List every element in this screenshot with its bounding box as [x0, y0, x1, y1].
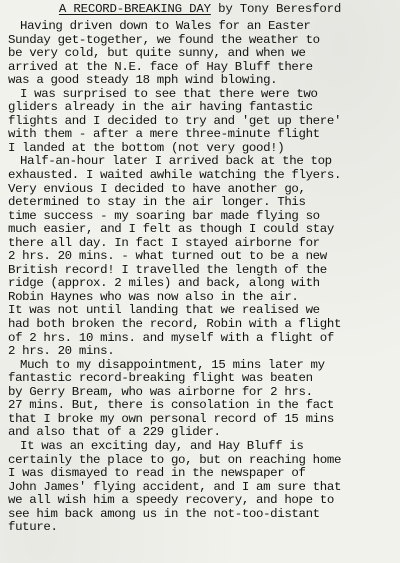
- article-line: John James' flying accident, and I am sure that: [8, 479, 342, 494]
- article-line: that I broke my own personal record of 15 mins: [8, 411, 334, 426]
- article-line: future.: [8, 520, 58, 535]
- article-line: 27 mins. But, there is consolation in the fact: [8, 398, 334, 413]
- article-line: I was dismayed to read in the newspaper of: [8, 466, 306, 481]
- article-line: and also that of a 229 glider.: [8, 425, 221, 440]
- article-line: 2 hrs. 20 mins. - what turned out to be a new: [8, 249, 327, 264]
- article-line: Robin Haynes who was now also in the air.: [8, 289, 299, 304]
- article-line: with them - after a mere three-minute flight: [8, 127, 320, 142]
- article-line: was a good steady 18 mph wind blowing.: [8, 73, 278, 88]
- article-byline: by Tony Beresford: [218, 2, 342, 16]
- article-line: time success - my soaring bar made flying so: [8, 208, 320, 223]
- article-line: by Gerry Bream, who was airborne for 2 hrs.: [8, 384, 313, 399]
- article-line: flights and I decided to try and 'get up there': [8, 113, 342, 128]
- article-line: be very cold, but quite sunny, and when we: [8, 46, 306, 61]
- article-line: 2 hrs. 20 mins.: [8, 344, 115, 359]
- article-title: A RECORD-BREAKING DAY: [58, 2, 211, 16]
- article-line: I landed at the bottom (not very good!): [8, 140, 285, 155]
- article-line: Very envious I decided to have another go,: [8, 181, 306, 196]
- article-line: ridge (approx. 2 miles) and back, along with: [8, 276, 320, 291]
- article-line: certainly the place to go, but on reaching home: [8, 452, 342, 467]
- article-body: [8, 20, 400, 535]
- article-line: exhausted. I waited awhile watching the flyers.: [8, 168, 342, 183]
- article-line: had both broken the record, Robin with a flight: [8, 317, 342, 332]
- article-line: Having driven down to Wales for an Easter: [20, 19, 311, 33]
- article-line: gliders already in the air having fantastic: [8, 100, 313, 115]
- article-line: much easier, and I felt as though I could stay: [8, 222, 334, 237]
- article-line: of 2 hrs. 10 mins. and myself with a flight of: [8, 330, 334, 345]
- article-line: arrived at the N.E. face of Hay Bluff there: [8, 59, 313, 74]
- article-line: we all wish him a speedy recovery, and hope to: [8, 493, 334, 508]
- article-line: Sunday get-together, we found the weather to: [8, 32, 320, 47]
- article-line: there all day. In fact I stayed airborne for: [8, 235, 320, 250]
- article-line: Half-an-hour later I arrived back at the top: [20, 154, 332, 169]
- article-line: It was not until landing that we realised we: [8, 303, 320, 318]
- article-heading: [0, 1, 400, 18]
- article-line: Much to my disappointment, 15 mins later my: [20, 357, 325, 372]
- article-line: see him back among us in the not-too-distant: [8, 506, 320, 521]
- article-line: determined to stay in the air longer. This: [8, 195, 306, 210]
- article-line: British record! I travelled the length of the: [8, 262, 327, 277]
- article-line: It was an exciting day, and Hay Bluff is: [20, 438, 304, 453]
- article-line: I was surprised to see that there were two: [20, 86, 318, 101]
- article-line: fantastic record-breaking flight was beaten: [8, 371, 313, 386]
